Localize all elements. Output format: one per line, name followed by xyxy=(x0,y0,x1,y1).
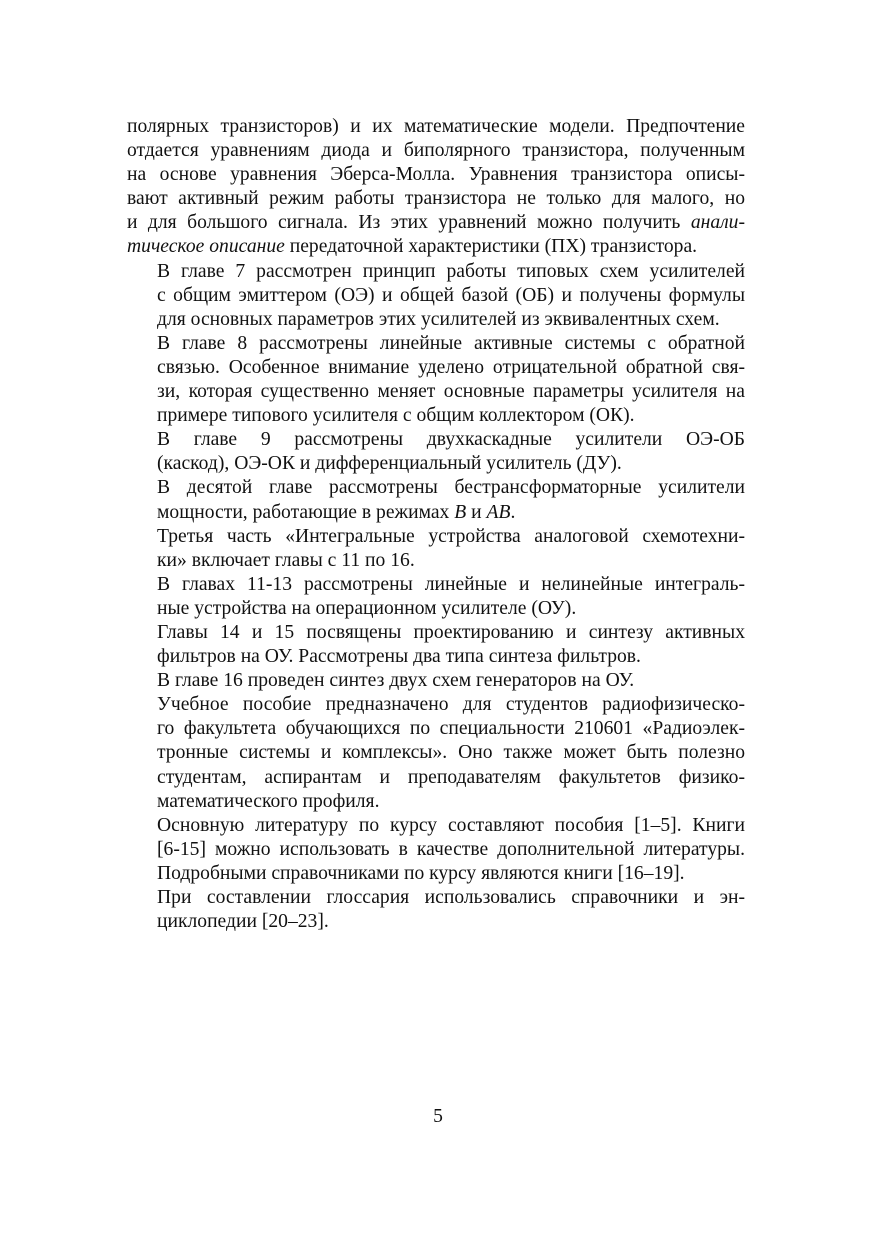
text-run: циклопедии [20–23]. xyxy=(157,911,329,933)
text-line xyxy=(127,838,745,862)
text-run: на основе уравнения Эберса-Молла. Уравнения транзистора описы- xyxy=(127,164,745,186)
text-run: (каскод), ОЭ-ОК и дифференциальный усилитель (ДУ). xyxy=(157,453,622,475)
paragraph xyxy=(127,669,745,693)
text-line xyxy=(127,211,745,235)
text-run: студентам, аспирантам и преподавателям факультетов физико- xyxy=(157,766,745,788)
text-run: В десятой главе рассмотрены бестрансформаторные усилители xyxy=(157,477,745,499)
text-run: математического профиля. xyxy=(157,790,380,812)
italic-text: анали- xyxy=(690,212,745,234)
text-run: Третья часть «Интегральные устройства аналоговой схемотехни- xyxy=(157,525,745,547)
paragraph xyxy=(127,621,745,669)
paragraph xyxy=(127,428,745,476)
text-run: передаточной характеристики (ПХ) транзистора. xyxy=(284,236,698,258)
text-run: и xyxy=(466,501,487,523)
text-line xyxy=(127,428,745,452)
text-line xyxy=(127,525,745,549)
text-line xyxy=(127,886,745,910)
text-run: Учебное пособие предназначено для студентов радиофизическо- xyxy=(157,694,745,716)
text-run: связью. Особенное внимание уделено отрицательной обратной свя- xyxy=(157,356,745,378)
text-run: Главы 14 и 15 посвящены проектированию и синтезу активных xyxy=(157,621,745,643)
text-run: Основную литературу по курсу составляют пособия [1–5]. Книги xyxy=(157,814,745,836)
text-line xyxy=(127,621,745,645)
text-line xyxy=(127,235,745,259)
text-line xyxy=(127,380,745,404)
text-run: . xyxy=(510,501,516,523)
text-line xyxy=(127,549,745,573)
text-line xyxy=(127,717,745,741)
paragraph xyxy=(127,332,745,428)
italic-text: AB xyxy=(486,501,511,523)
text-run: В главе 8 рассмотрены линейные активные системы с обратной xyxy=(157,332,745,354)
body-text xyxy=(127,115,745,934)
text-run: ки» включает главы с 11 по 16. xyxy=(157,549,415,571)
text-run: В главе 7 рассмотрен принцип работы типовых схем усилителей xyxy=(157,260,745,282)
text-line xyxy=(127,404,745,428)
text-run: примере типового усилителя с общим коллектором (ОК). xyxy=(157,405,635,427)
text-line xyxy=(127,741,745,765)
text-run: В главе 9 рассмотрены двухкаскадные усилители ОЭ-ОБ xyxy=(157,429,745,451)
paragraph xyxy=(127,115,745,260)
text-line xyxy=(127,790,745,814)
page-number: 5 xyxy=(433,1106,443,1127)
text-run: для основных параметров этих усилителей из эквивалентных схем. xyxy=(157,308,720,330)
text-line xyxy=(127,356,745,380)
text-line xyxy=(127,308,745,332)
text-run: мощности, работающие в режимах xyxy=(157,501,455,523)
text-line xyxy=(127,139,745,163)
text-run: го факультета обучающихся по специальности 210601 «Радиоэлек- xyxy=(157,718,745,740)
text-line xyxy=(127,187,745,211)
text-line xyxy=(127,452,745,476)
text-line xyxy=(127,163,745,187)
paragraph xyxy=(127,260,745,332)
text-run: В главах 11-13 рассмотрены линейные и нелинейные интеграль- xyxy=(157,573,745,595)
italic-text: тическое описание xyxy=(127,236,285,258)
text-run: с общим эмиттером (ОЭ) и общей базой (ОБ) и получены формулы xyxy=(157,284,745,306)
text-line xyxy=(127,669,745,693)
text-line xyxy=(127,332,745,356)
text-run: тронные системы и комплексы». Оно также может быть полезно xyxy=(157,742,745,764)
paragraph xyxy=(127,886,745,934)
text-line xyxy=(127,260,745,284)
text-run: ные устройства на операционном усилителе (ОУ). xyxy=(157,597,577,619)
paragraph xyxy=(127,476,745,524)
text-run: фильтров на ОУ. Рассмотрены два типа синтеза фильтров. xyxy=(157,646,641,668)
paragraph xyxy=(127,693,745,813)
text-run: Подробными справочниками по курсу являются книги [16–19]. xyxy=(157,862,685,884)
text-run: отдается уравнениям диода и биполярного транзистора, полученным xyxy=(127,140,745,162)
text-line xyxy=(127,910,745,934)
paragraph xyxy=(127,573,745,621)
paragraph xyxy=(127,814,745,886)
text-line xyxy=(127,284,745,308)
text-line xyxy=(127,645,745,669)
text-line xyxy=(127,115,745,139)
italic-text: B xyxy=(454,501,467,523)
text-line xyxy=(127,501,745,525)
text-run: вают активный режим работы транзистора не только для малого, но xyxy=(127,188,745,210)
text-run: При составлении глоссария использовались справочники и эн- xyxy=(157,887,745,908)
text-run: зи, которая существенно меняет основные параметры усилителя на xyxy=(157,381,745,403)
text-run: и для большого сигнала. Из этих уравнений можно получить xyxy=(127,212,691,234)
text-line xyxy=(127,693,745,717)
text-run: В главе 16 проведен синтез двух схем генераторов на ОУ. xyxy=(157,670,635,692)
paragraph xyxy=(127,525,745,573)
text-line xyxy=(127,814,745,838)
text-line xyxy=(127,573,745,597)
text-line xyxy=(127,476,745,500)
text-line xyxy=(127,862,745,886)
text-line xyxy=(127,597,745,621)
text-run: [6-15] можно использовать в качестве дополнительной литературы. xyxy=(157,838,745,860)
text-line xyxy=(127,766,745,790)
text-run: полярных транзисторов) и их математические модели. Предпочтение xyxy=(127,116,745,137)
